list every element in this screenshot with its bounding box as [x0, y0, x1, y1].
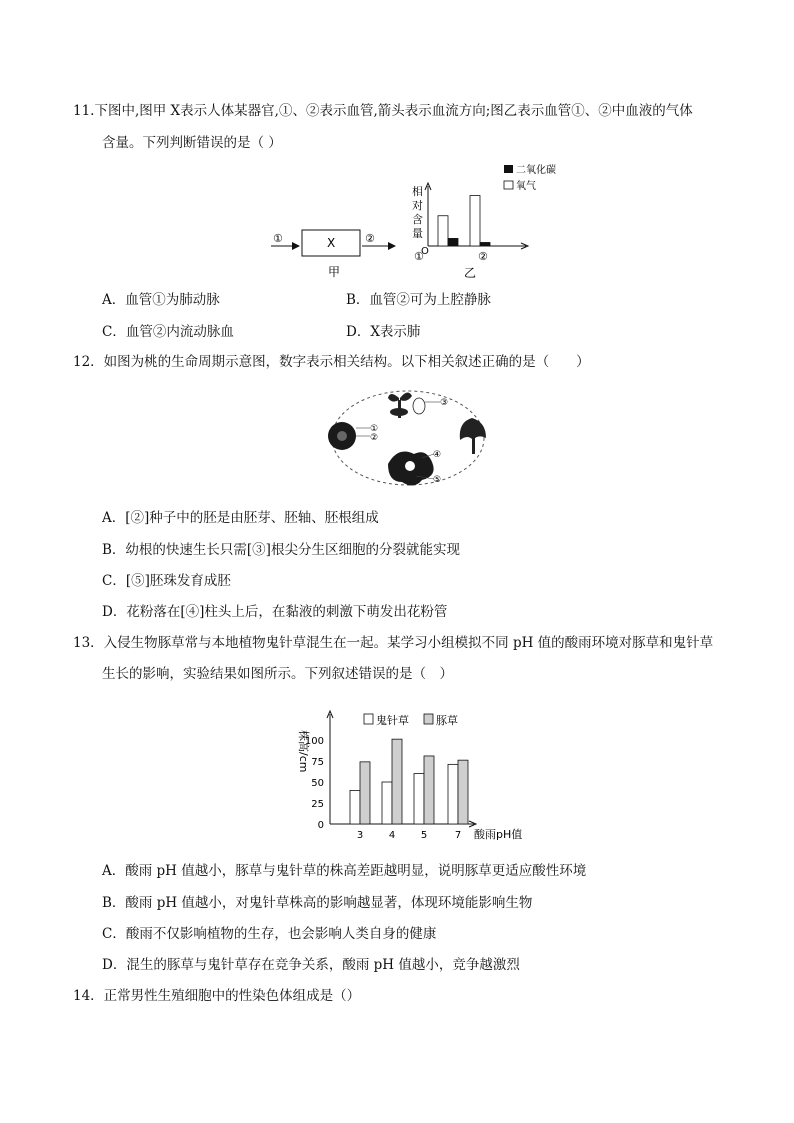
tree-trunk-icon	[472, 438, 475, 454]
legend-guizhencao-swatch	[364, 714, 373, 724]
c2-bar-guizhencao-ph4	[382, 782, 392, 824]
q13-option-b[interactable]: B．酸雨 pH 值越小，对鬼针草株高的影响越显著，体现环境能影响生物	[102, 895, 533, 911]
yi-bar-o2-1	[438, 216, 448, 246]
c2-bar-guizhencao-ph7	[448, 764, 458, 824]
label-2: ②	[370, 433, 379, 443]
label-1: ①	[370, 424, 379, 434]
yi-bar-co2-2	[480, 242, 490, 246]
q11-option-a[interactable]: A．血管①为肺动脉	[102, 292, 220, 308]
q12-option-a[interactable]: A．[②]种子中的胚是由胚芽、胚轴、胚根组成	[102, 510, 379, 526]
q12-option-b[interactable]: B．幼根的快速生长只需[③]根尖分生区细胞的分裂就能实现	[102, 542, 460, 558]
q11-stem-line2: 含量。下列判断错误的是（ ）	[102, 135, 282, 151]
q13-option-c[interactable]: C．酸雨不仅影响植物的生存，也会影响人类自身的健康	[102, 926, 437, 942]
c2-xlabel: 酸雨pH值	[474, 828, 523, 841]
seedling-leaf-right-icon	[400, 392, 412, 400]
c2-ytick-label: 0	[317, 820, 324, 831]
yi-bar-co2-1	[448, 238, 458, 246]
q13-height-chart	[284, 700, 534, 848]
yi-origin-label: O	[421, 246, 429, 257]
legend-co2-label: 二氧化碳	[516, 165, 556, 176]
yi-ylabel-char-2: 对	[412, 199, 423, 212]
q11-figure-jia	[265, 220, 405, 282]
c2-ytick-label: 50	[311, 778, 324, 789]
c2-ytick-label: 25	[311, 799, 324, 810]
c2-ytick-label: 75	[311, 757, 324, 768]
q11-chart-yi	[408, 158, 578, 282]
seedling-base-icon	[390, 408, 408, 416]
q11-option-d[interactable]: D．X表示肺	[346, 324, 421, 340]
yi-xtick-2: ②	[478, 250, 488, 263]
q12-option-d[interactable]: D．花粉落在[④]柱头上后，在黏液的刺激下萌发出花粉管	[102, 604, 448, 620]
q11-option-c[interactable]: C．血管②内流动脉血	[102, 324, 234, 340]
c2-xtick-label: 7	[454, 830, 462, 841]
flower-center-icon	[405, 461, 415, 471]
legend-o2-label: 氧气	[516, 181, 536, 192]
yi-ylabel-char-1: 相	[412, 185, 423, 198]
root-tip-icon	[413, 398, 425, 414]
q13-option-a[interactable]: A．酸雨 pH 值越小，豚草与鬼针草的株高差距越明显，说明豚草更适应酸性环境	[102, 863, 587, 879]
legend-tuncao-label: 豚草	[436, 714, 458, 727]
q14-stem-line1: 14．正常男性生殖细胞中的性染色体组成是（）	[73, 988, 361, 1004]
c2-xtick-label: 4	[388, 830, 396, 841]
label-5: ⑤	[433, 475, 442, 485]
c2-xtick-label: 3	[356, 830, 364, 841]
legend-tuncao-swatch	[424, 714, 433, 724]
seed-core-icon	[337, 431, 347, 441]
q11-out-vessel-label: ②	[365, 232, 375, 245]
c2-bar-guizhencao-ph3	[350, 790, 360, 824]
label-4: ④	[433, 450, 442, 460]
seedling-leaf-left-icon	[388, 394, 399, 402]
legend-guizhencao-label: 鬼针草	[376, 714, 409, 727]
c2-xtick-label: 5	[420, 830, 428, 841]
q11-caption-jia: 甲	[328, 265, 341, 279]
c2-bar-guizhencao-ph5	[414, 774, 424, 824]
q11-stem-line1: 11.下图中,图甲 X表示人体某器官,①、②表示血管,箭头表示血流方向;图乙表示血管①、②中血液的气体	[73, 103, 693, 119]
label-3: ③	[440, 398, 449, 408]
q12-peach-lifecycle-figure	[322, 378, 494, 496]
yi-bar-o2-2	[470, 196, 480, 246]
c2-bar-tuncao-ph5	[424, 756, 434, 824]
q13-stem-line1: 13．入侵生物豚草常与本地植物鬼针草混生在一起。某学习小组模拟不同 pH 值的酸雨环境对豚草和鬼针草	[73, 635, 714, 651]
q12-option-c[interactable]: C．[⑤]胚珠发育成胚	[102, 573, 231, 589]
c2-ytick-label: 100	[304, 736, 324, 747]
c2-bar-tuncao-ph3	[360, 762, 370, 824]
q13-stem-line2: 生长的影响，实验结果如图所示。下列叙述错误的是（ ）	[102, 666, 453, 682]
legend-co2-swatch	[504, 165, 513, 173]
q12-stem-line1: 12．如图为桃的生命周期示意图，数字表示相关结构。以下相关叙述正确的是（ ）	[73, 354, 590, 370]
q13-option-d[interactable]: D．混生的豚草与鬼针草存在竞争关系，酸雨 pH 值越小，竞争越激烈	[102, 957, 520, 973]
c2-bar-tuncao-ph4	[392, 739, 402, 824]
q11-option-b[interactable]: B．血管②可为上腔静脉	[346, 292, 491, 308]
yi-caption: 乙	[464, 266, 477, 280]
q11-organ-label: X	[327, 236, 336, 250]
c2-ylabel: 株高/cm	[297, 730, 310, 773]
yi-xtick-1: ①	[414, 250, 424, 263]
c2-bar-tuncao-ph7	[458, 760, 468, 824]
peach-tree-icon	[460, 418, 486, 440]
q11-in-vessel-label: ①	[273, 232, 283, 245]
yi-ylabel-char-4: 量	[412, 227, 423, 240]
legend-o2-swatch	[504, 181, 513, 189]
yi-ylabel-char-3: 含	[412, 213, 423, 226]
